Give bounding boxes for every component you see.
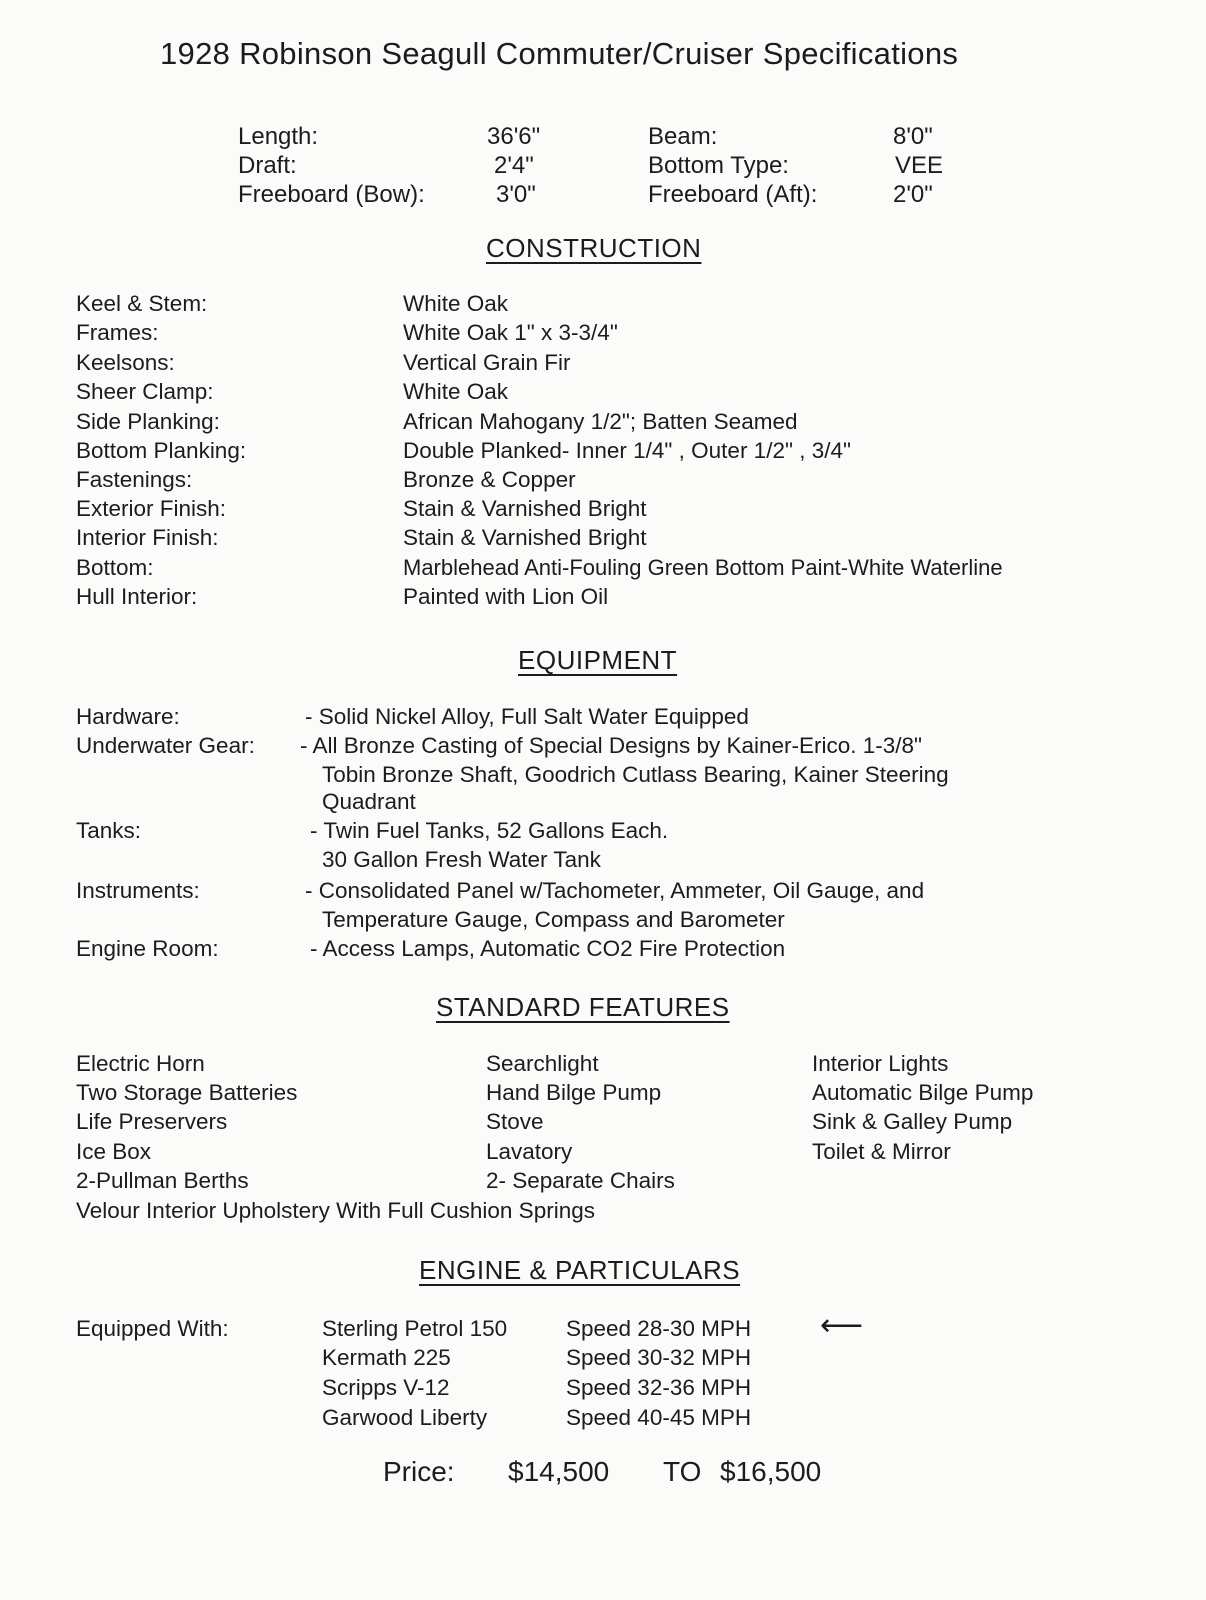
construction-heading: CONSTRUCTION	[486, 233, 702, 263]
construction-label: Exterior Finish:	[76, 496, 227, 521]
equipment-label: Underwater Gear:	[76, 733, 255, 758]
engine-speed: Speed 40-45 MPH	[566, 1405, 752, 1430]
feature-item: Ice Box	[76, 1139, 152, 1164]
feature-item: Life Preservers	[76, 1109, 228, 1134]
spec-value: 36'6"	[487, 123, 541, 150]
construction-value: Marblehead Anti-Fouling Green Bottom Paint-White Waterline	[403, 555, 1003, 580]
construction-value: Painted with Lion Oil	[403, 584, 609, 609]
engine-name: Sterling Petrol 150	[322, 1316, 508, 1341]
feature-item: Interior Lights	[812, 1051, 949, 1076]
construction-label: Interior Finish:	[76, 525, 219, 550]
construction-label: Keelsons:	[76, 350, 175, 375]
engine-speed: Speed 30-32 MPH	[566, 1345, 752, 1370]
construction-value: Stain & Varnished Bright	[403, 525, 647, 550]
construction-value: White Oak	[403, 291, 509, 316]
construction-label: Side Planking:	[76, 409, 220, 434]
equipment-value: Quadrant	[322, 789, 416, 814]
spec-value: VEE	[895, 152, 944, 179]
price-low: $14,500	[508, 1456, 610, 1487]
construction-value: African Mahogany 1/2"; Batten Seamed	[403, 409, 798, 434]
spec-value: 2'4"	[494, 152, 534, 179]
feature-item: Lavatory	[486, 1139, 573, 1164]
equipment-value: - All Bronze Casting of Special Designs by Kainer-Erico. 1-3/8"	[300, 733, 923, 758]
equipment-value: 30 Gallon Fresh Water Tank	[322, 847, 601, 872]
feature-item: Stove	[486, 1109, 544, 1134]
engine-speed: Speed 32-36 MPH	[566, 1375, 752, 1400]
page-title: 1928 Robinson Seagull Commuter/Cruiser Specifications	[160, 36, 959, 71]
construction-label: Bottom:	[76, 555, 154, 580]
feature-item: Two Storage Batteries	[76, 1080, 298, 1105]
equipment-label: Engine Room:	[76, 936, 219, 961]
feature-item: Toilet & Mirror	[812, 1139, 951, 1164]
spec-label: Freeboard (Bow):	[238, 181, 425, 208]
standard-features-heading: STANDARD FEATURES	[436, 992, 730, 1022]
equipment-value: Temperature Gauge, Compass and Barometer	[322, 907, 785, 932]
arrow-left-icon: ⟵	[820, 1309, 864, 1342]
equipment-value: Tobin Bronze Shaft, Goodrich Cutlass Bearing, Kainer Steering	[322, 762, 949, 787]
construction-value: Bronze & Copper	[403, 467, 576, 492]
engine-speed: Speed 28-30 MPH	[566, 1316, 752, 1341]
equipment-heading: EQUIPMENT	[518, 645, 678, 675]
spec-label: Beam:	[648, 123, 718, 150]
feature-footer: Velour Interior Upholstery With Full Cushion Springs	[76, 1198, 595, 1223]
engine-label: Equipped With:	[76, 1316, 229, 1341]
feature-item: Sink & Galley Pump	[812, 1109, 1013, 1134]
equipment-value: - Twin Fuel Tanks, 52 Gallons Each.	[310, 818, 669, 843]
equipment-value: - Consolidated Panel w/Tachometer, Ammeter, Oil Gauge, and	[305, 878, 925, 903]
spec-label: Draft:	[238, 152, 297, 179]
construction-value: Double Planked- Inner 1/4" , Outer 1/2" , 3/4"	[403, 438, 851, 463]
construction-value: White Oak	[403, 379, 509, 404]
engine-name: Scripps V-12	[322, 1375, 450, 1400]
construction-value: Stain & Varnished Bright	[403, 496, 647, 521]
feature-item: Hand Bilge Pump	[486, 1080, 662, 1105]
equipment-label: Instruments:	[76, 878, 200, 903]
construction-value: Vertical Grain Fir	[403, 350, 571, 375]
spec-label: Freeboard (Aft):	[648, 181, 818, 208]
construction-label: Keel & Stem:	[76, 291, 208, 316]
spec-value: 3'0"	[496, 181, 536, 208]
feature-item: 2-Pullman Berths	[76, 1168, 249, 1193]
feature-item: Electric Horn	[76, 1051, 205, 1076]
equipment-label: Tanks:	[76, 818, 142, 843]
spec-label: Length:	[238, 123, 319, 150]
price-to: TO	[663, 1456, 702, 1487]
equipment-label: Hardware:	[76, 704, 180, 729]
construction-label: Sheer Clamp:	[76, 379, 214, 404]
construction-label: Hull Interior:	[76, 584, 198, 609]
engine-name: Garwood Liberty	[322, 1405, 488, 1430]
construction-label: Frames:	[76, 320, 159, 345]
engine-heading: ENGINE & PARTICULARS	[419, 1255, 741, 1285]
equipment-value: - Solid Nickel Alloy, Full Salt Water Equipped	[305, 704, 749, 729]
spec-label: Bottom Type:	[648, 152, 789, 179]
feature-item: Searchlight	[486, 1051, 599, 1076]
construction-label: Fastenings:	[76, 467, 193, 492]
construction-label: Bottom Planking:	[76, 438, 247, 463]
equipment-value: - Access Lamps, Automatic CO2 Fire Protection	[310, 936, 786, 961]
price-high: $16,500	[720, 1456, 822, 1487]
price-label: Price:	[383, 1456, 455, 1487]
engine-name: Kermath 225	[322, 1345, 451, 1370]
spec-value: 2'0"	[893, 181, 933, 208]
construction-value: White Oak 1" x 3-3/4"	[403, 320, 618, 345]
feature-item: 2- Separate Chairs	[486, 1168, 675, 1193]
feature-item: Automatic Bilge Pump	[812, 1080, 1034, 1105]
spec-value: 8'0"	[893, 123, 933, 150]
